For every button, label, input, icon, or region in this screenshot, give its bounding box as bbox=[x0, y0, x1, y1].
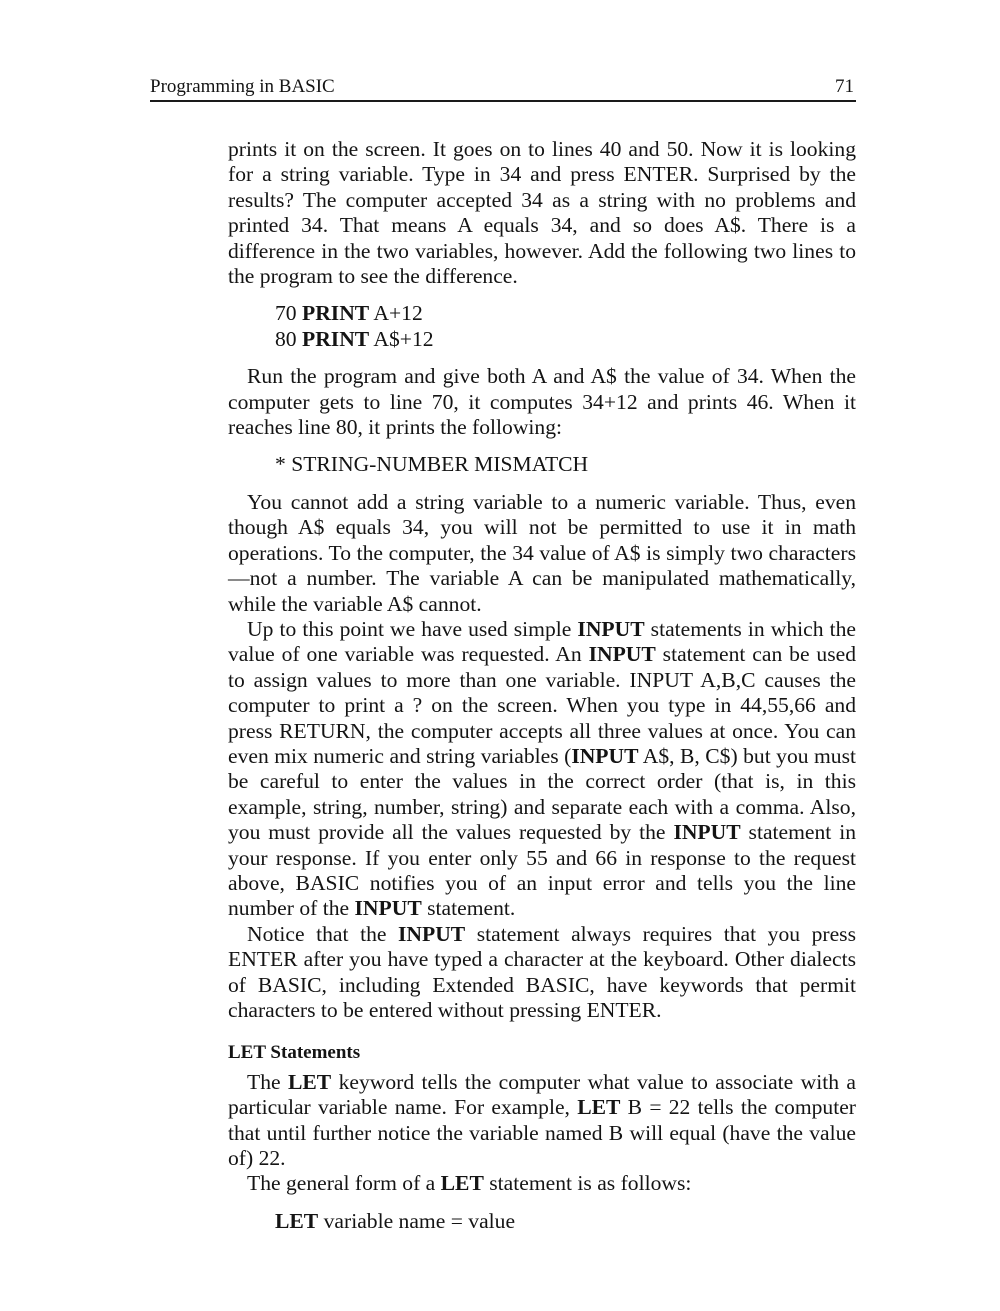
header-rule bbox=[150, 100, 856, 102]
error-output bbox=[275, 452, 856, 477]
keyword-print: PRINT bbox=[302, 326, 370, 351]
running-title: Programming in BASIC bbox=[150, 76, 335, 97]
keyword-input: INPUT bbox=[571, 743, 639, 768]
body-text bbox=[228, 137, 856, 1246]
text-run: A$, B, C$) but you must be careful to enter the values in the correct order (that is, in this example, string, number, string) and separate each with a comma. Also, you must provide all the values requested by the bbox=[228, 743, 856, 845]
paragraph-3: You cannot add a string variable to a numeric variable. Thus, even though A$ equals 34, you will not be permitted to use it in math operations. To the computer, the 34 value of A$ is simply two characters—not a number. The variable A can be manipulated mathematically, while the variable A$ cannot. bbox=[228, 489, 856, 616]
text-run: B = 22 tells the computer that until further notice the variable named B will equal (have the value of) 22. bbox=[228, 1095, 856, 1171]
code-expression: A+12 bbox=[369, 301, 423, 326]
keyword-let: LET bbox=[577, 1095, 621, 1120]
text-run: Notice that the bbox=[247, 921, 399, 946]
paragraph-5 bbox=[228, 922, 856, 1024]
line-number: 80 bbox=[275, 326, 302, 351]
code-line-70 bbox=[275, 301, 856, 326]
text-run: statement in your response. If you enter only 55 and 66 in response to the request above, BASIC notifies you of an input error and tells you the line number of the bbox=[228, 820, 857, 921]
paragraph-1: prints it on the screen. It goes on to lines 40 and 50. Now it is looking for a string variable. Type in 34 and press ENTER. Surprised by the results? The computer accepted 34 as a string with no problems and printed 34. That means A equals 34, and so does A$. There is a difference in the two variables, however. Add the following two lines to the program to see the difference. bbox=[228, 137, 856, 289]
keyword-input: INPUT bbox=[577, 616, 645, 641]
keyword-input: INPUT bbox=[673, 820, 741, 845]
code-line-80 bbox=[275, 327, 856, 352]
code-listing-print bbox=[275, 301, 856, 352]
page-number: 71 bbox=[835, 76, 854, 97]
paragraph-7 bbox=[228, 1171, 856, 1196]
paragraph-2: Run the program and give both A and A$ the value of 34. When the computer gets to line 70, it computes 34+12 and prints 46. When it reaches line 80, it prints the following: bbox=[228, 364, 856, 440]
keyword-let: LET bbox=[440, 1171, 484, 1196]
code-expression: variable name = value bbox=[318, 1208, 516, 1233]
keyword-input: INPUT bbox=[398, 921, 466, 946]
paragraph-4 bbox=[228, 617, 856, 922]
running-header bbox=[150, 76, 854, 100]
section-heading: LET Statements bbox=[228, 1042, 361, 1064]
keyword-let: LET bbox=[287, 1069, 332, 1094]
text-run: keyword tells the computer what value to associate with a particular variable name. For example, bbox=[228, 1069, 856, 1120]
text-run: statements in which the value of one variable was requested. An bbox=[228, 616, 856, 667]
text-run: Up to this point we have used simple bbox=[247, 616, 578, 641]
keyword-input: INPUT bbox=[354, 896, 422, 921]
text-run: statement always requires that you press ENTER after you have typed a character at the keyboard. Other dialects of BASIC, including Extended BASIC, have keywords that permit characters to be entered without pressing ENTER. bbox=[228, 921, 856, 1022]
text-run: statement can be used to assign values to more than one variable. INPUT A,B,C causes the computer to print a ? on the screen. When you type in 44,55,66 and press RETURN, the computer accepts all three values at once. You can even mix numeric and string variables ( bbox=[228, 642, 857, 768]
text-run: The general form of a bbox=[247, 1171, 441, 1196]
text-run: statement is as follows: bbox=[483, 1171, 692, 1196]
code-listing-let bbox=[275, 1209, 856, 1234]
code-expression: A$+12 bbox=[369, 326, 434, 351]
keyword-let: LET bbox=[275, 1208, 319, 1233]
keyword-input: INPUT bbox=[588, 642, 656, 667]
keyword-print: PRINT bbox=[302, 301, 370, 326]
text-run: statement. bbox=[421, 896, 516, 921]
error-message: * STRING-NUMBER MISMATCH bbox=[275, 452, 589, 477]
text-run: The bbox=[247, 1069, 288, 1094]
paragraph-6 bbox=[228, 1070, 856, 1172]
line-number: 70 bbox=[275, 301, 302, 326]
let-general-form bbox=[275, 1209, 856, 1234]
